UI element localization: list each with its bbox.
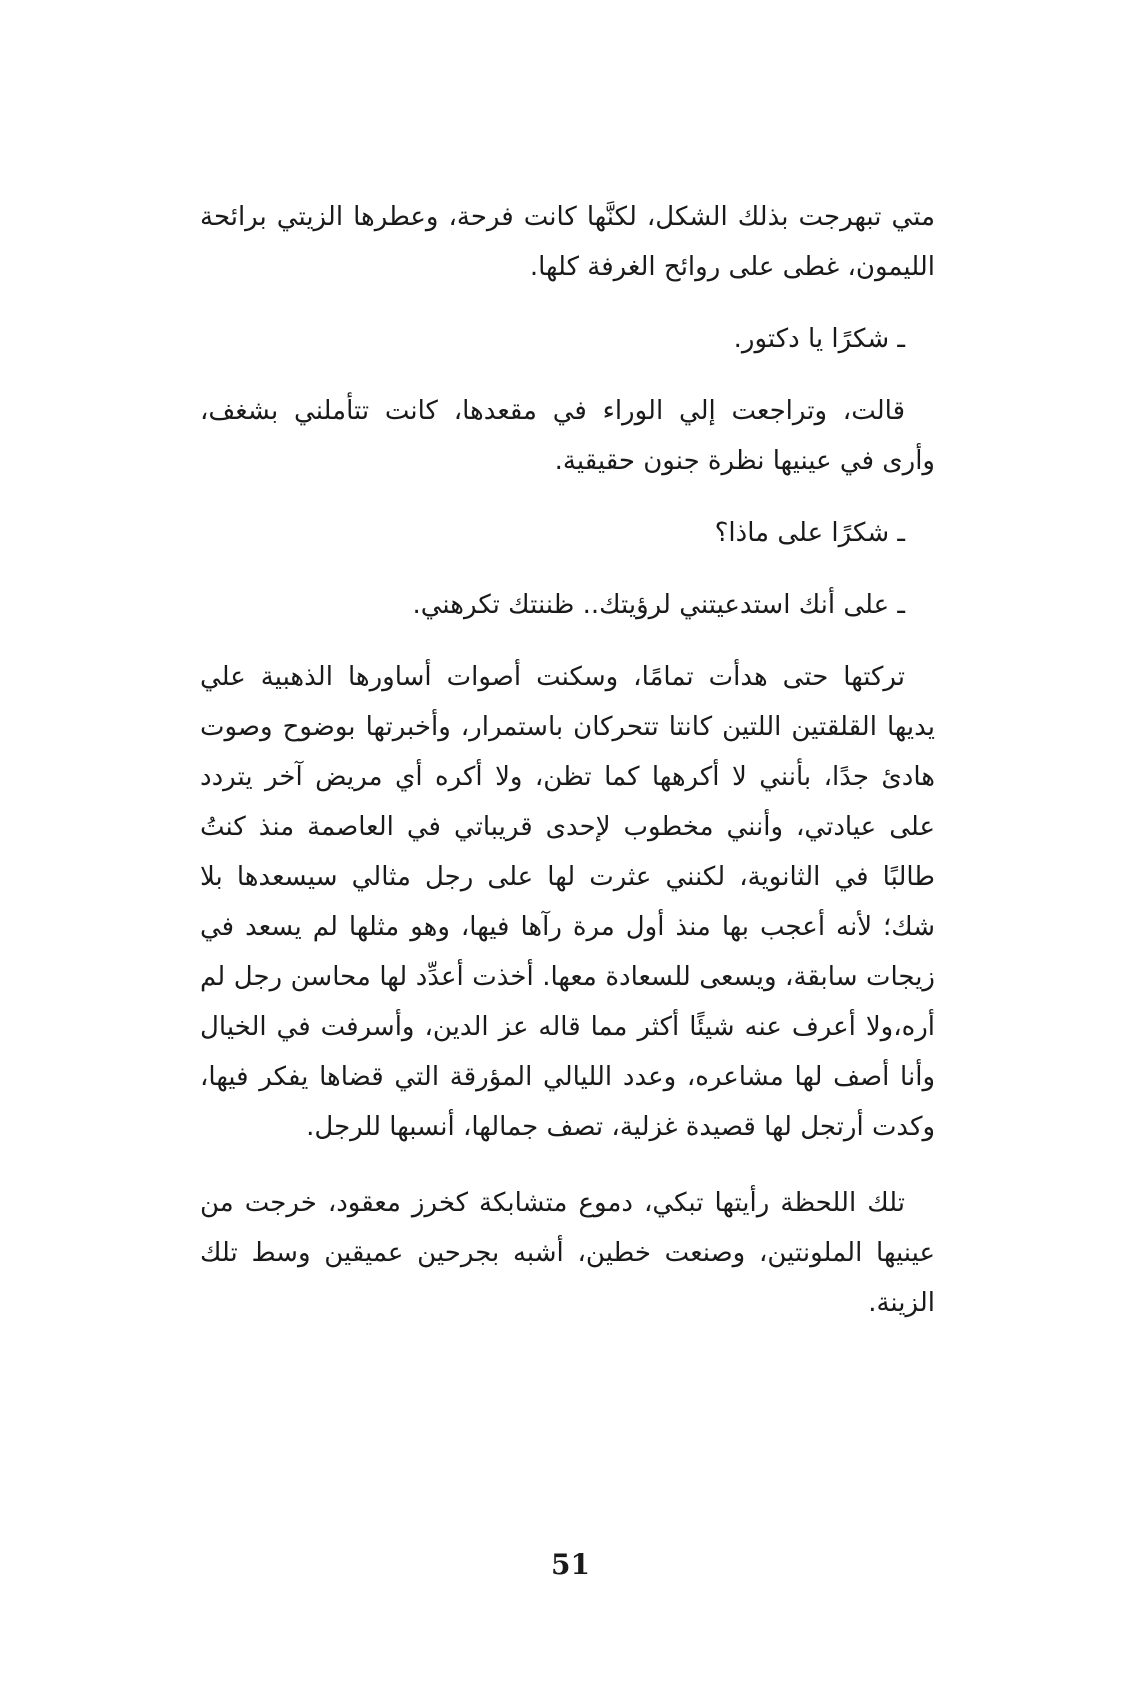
dialogue-line: ـ شكرًا على ماذا؟ [714,518,905,548]
body-text [200,192,935,1328]
paragraph: تلك اللحظة رأيتها تبكي، دموع متشابكة كخرز معقود، خرجت من عينيها الملونتين، وصنعت خطين، أشبه بجرحين عميقين وسط تلك الزينة. [200,1188,935,1318]
paragraph: قالت، وتراجعت إلي الوراء في مقعدها، كانت تتأملني بشغف، وأرى في عينيها نظرة جنون حقيقية. [200,396,935,476]
paragraph-continuation: متي تبهرجت بذلك الشكل، لكنَّها كانت فرحة، وعطرها الزيتي برائحة الليمون، غطى على روائح الغرفة كلها. [200,202,935,282]
dialogue-line: ـ على أنك استدعيتني لرؤيتك.. ظننتك تكرهني. [412,590,905,620]
dialogue-line: ـ شكرًا يا دكتور. [733,324,905,354]
paragraph: تركتها حتى هدأت تمامًا، وسكنت أصوات أساورها الذهبية علي يديها القلقتين اللتين كانتا تتحركان باستمرار، وأخبرتها بوضوح وصوت هادئ جدًا، بأنني لا أكرهها كما تظن، ولا أكره أي مريض آخر يتردد على عيادتي، وأنني مخطوب لإحدى قريباتي في العاصمة منذ كنتُ طالبًا في الثانوية، لكنني عثرت لها على رجل مثالي سيسعدها بلا شك؛ لأنه أعجب بها منذ أول مرة رآها فيها، وهو مثلها لم يسعد في زيجات سابقة، ويسعى للسعادة معها. أخذت أعدِّد لها محاسن رجل لم أره،ولا أعرف عنه شيئًا أكثر مما قاله عز الدين، وأسرفت في الخيال وأنا أصف لها مشاعره، وعدد الليالي المؤرقة التي قضاها يفكر فيها، وكدت أرتجل لها قصيدة غزلية، تصف جمالها، أنسبها للرجل. [200,662,935,1142]
page-number: 51 [551,1548,590,1581]
